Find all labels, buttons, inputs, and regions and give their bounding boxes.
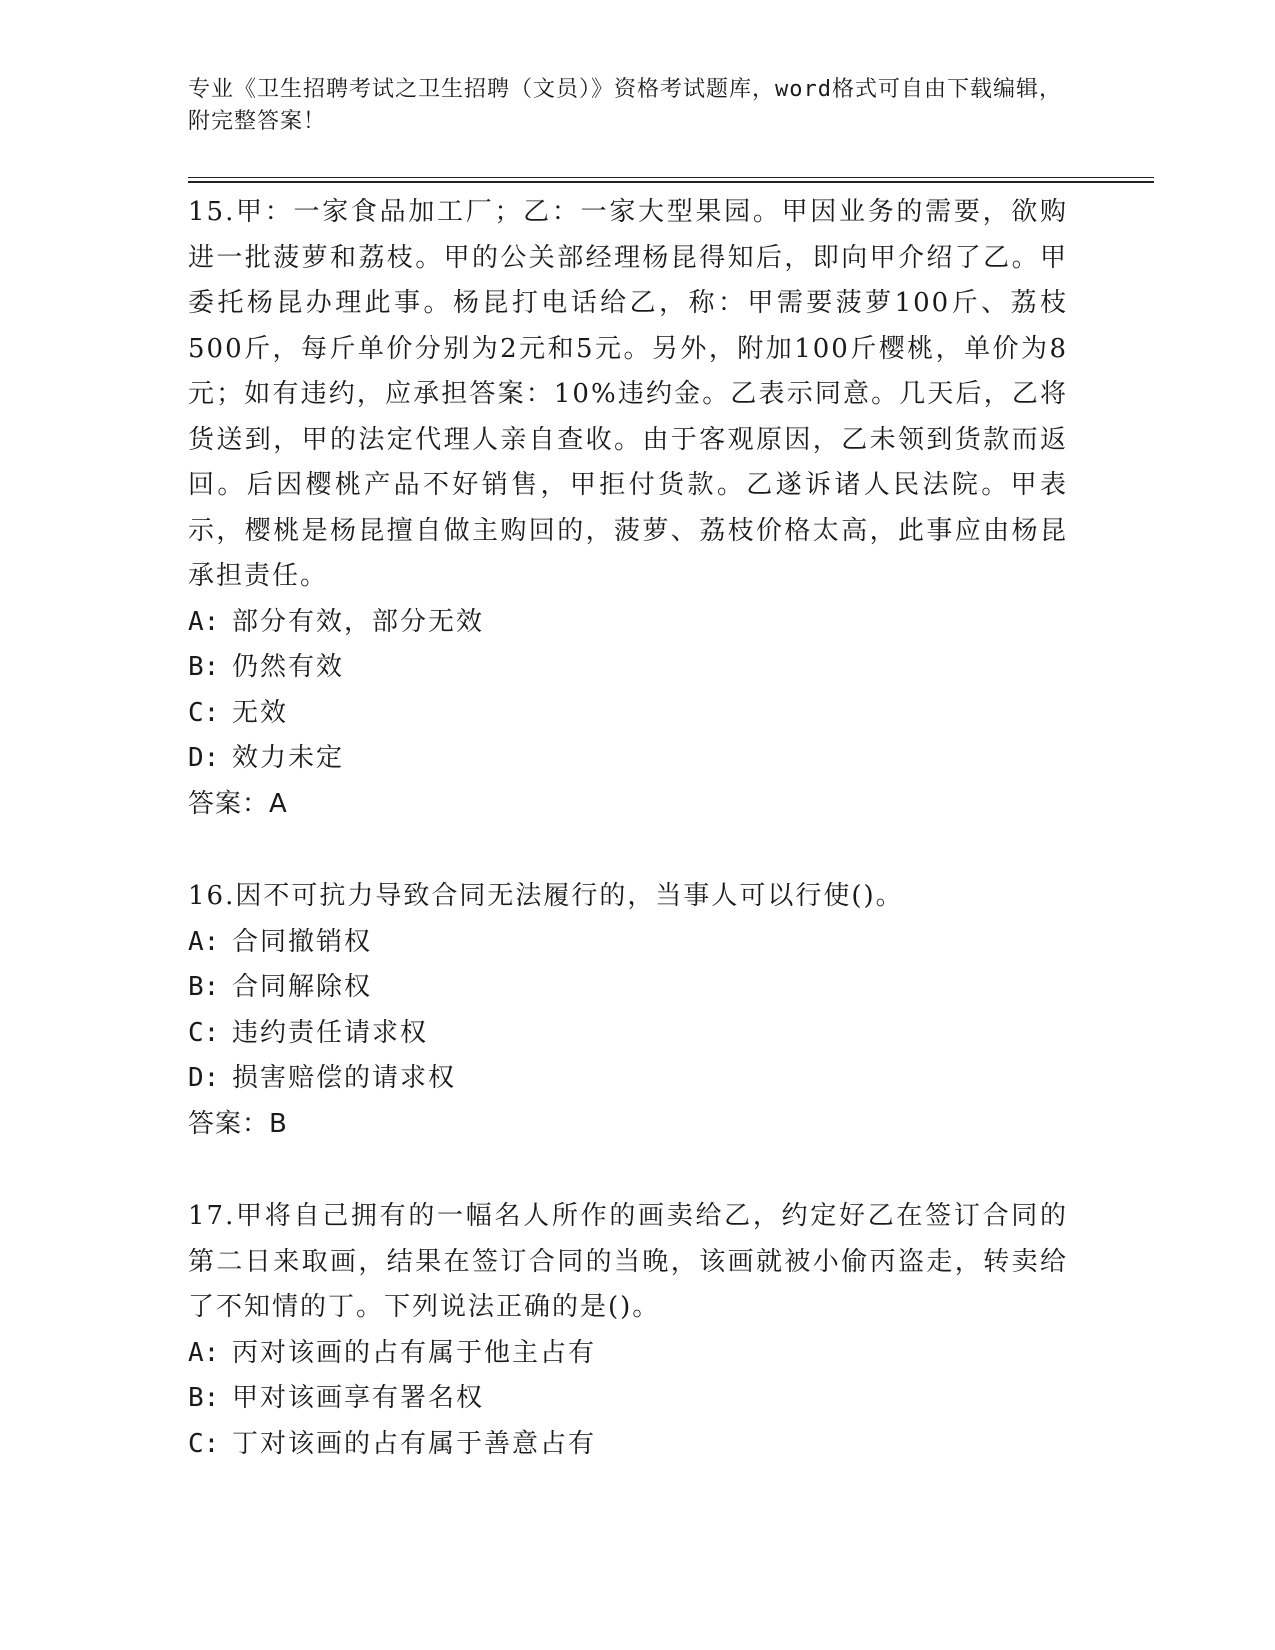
option-key: B: [188,1383,220,1413]
option-d [188,1056,1068,1102]
option-key: D: [188,1063,220,1093]
option-text: 损害赔偿的请求权 [232,1063,457,1093]
option-text: 仍然有效 [232,652,345,682]
option-b [188,965,1068,1011]
option-text: 丁对该画的占有属于善意占有 [232,1428,597,1459]
option-text: 甲对该画享有署名权 [232,1383,485,1413]
option-text: 合同撤销权 [232,926,373,957]
header-divider [188,177,1154,183]
option-text: 违约责任请求权 [232,1017,429,1048]
option-text: 效力未定 [232,743,345,773]
option-text: 部分有效，部分无效 [232,606,485,637]
option-text: 无效 [232,697,289,728]
question-15 [188,190,1068,827]
header-text: 专业《卫生招聘考试之卫生招聘（文员）》资格考试题库，word格式可自由下载编辑，附完整答案！ [188,77,1062,134]
option-key: B: [188,652,220,682]
option-key: A: [188,606,220,637]
answer-line: 答案：B [188,1108,288,1139]
option-text: 丙对该画的占有属于他主占有 [232,1337,597,1368]
option-c [188,1422,1068,1468]
option-key: D: [188,743,220,773]
option-c [188,1011,1068,1057]
option-key: C: [188,1428,220,1459]
question-16 [188,874,1068,1147]
option-b [188,1376,1068,1422]
question-17 [188,1194,1068,1467]
option-c [188,691,1068,737]
question-list [188,190,1068,1514]
question-stem: 16.因不可抗力导致合同无法履行的，当事人可以行使()。 [188,881,904,911]
option-key: A: [188,926,220,957]
answer-line: 答案：A [188,788,288,819]
question-stem: 17.甲将自己拥有的一幅名人所作的画卖给乙，约定好乙在签订合同的第二日来取画，结果在签订合同的当晚，该画就被小偷丙盗走，转卖给了不知情的丁。下列说法正确的是()。 [188,1201,1068,1322]
option-key: B: [188,972,220,1002]
option-key: C: [188,1017,220,1048]
question-stem: 15.甲：一家食品加工厂；乙：一家大型果园。甲因业务的需要，欲购进一批菠萝和荔枝。甲的公关部经理杨昆得知后，即向甲介绍了乙。甲委托杨昆办理此事。杨昆打电话给乙，称：甲需要菠萝100斤、荔枝500斤，每斤单价分别为2元和5元。另外，附加100斤樱桃，单价为8元；如有违约，应承担答案：10%违约金。乙表示同意。几天后，乙将货送到，甲的法定代理人亲自查收。由于客观原因，乙未领到货款而返回。后因樱桃产品不好销售，甲拒付货款。乙遂诉诸人民法院。甲表示，樱桃是杨昆擅自做主购回的，菠萝、荔枝价格太高，此事应由杨昆承担责任。 [188,197,1068,591]
document-header [188,74,1068,138]
option-text: 合同解除权 [232,972,373,1002]
option-d [188,736,1068,782]
option-key: C: [188,697,220,728]
option-a [188,920,1068,966]
option-key: A: [188,1337,220,1368]
option-a [188,600,1068,646]
option-b [188,645,1068,691]
option-a [188,1331,1068,1377]
